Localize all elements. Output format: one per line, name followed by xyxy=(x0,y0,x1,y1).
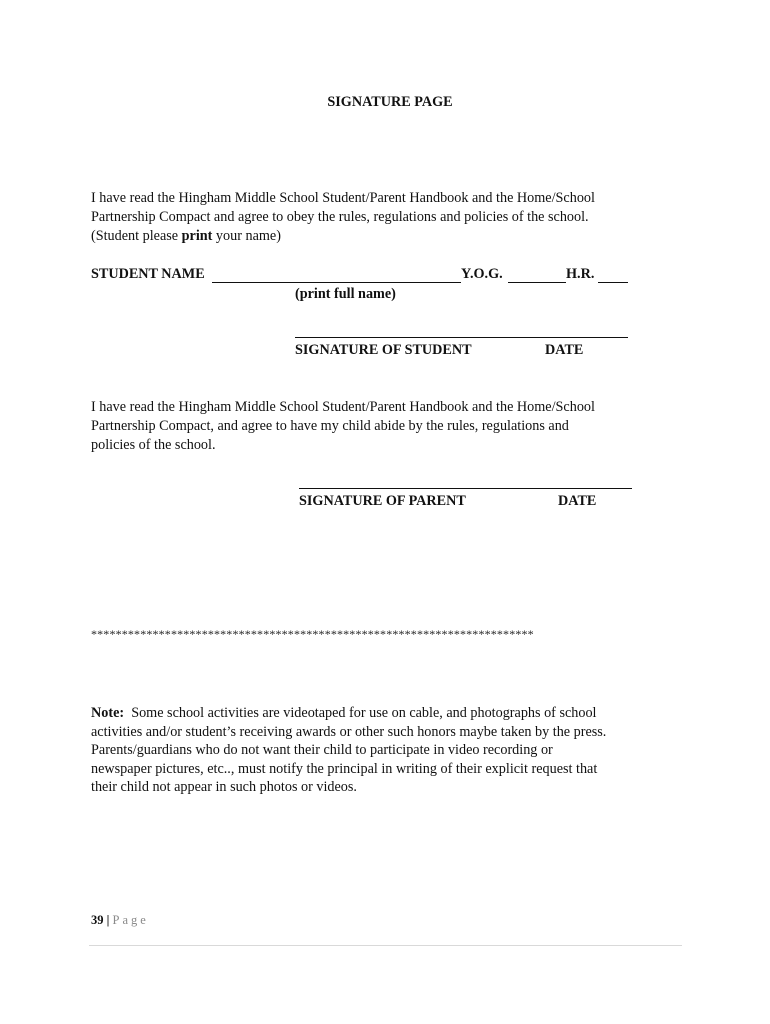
parent-signature-label: SIGNATURE OF PARENT xyxy=(299,493,466,509)
note-label: Note: xyxy=(91,705,125,721)
parent-date-label: DATE xyxy=(558,493,597,509)
print-instruction-bold: print xyxy=(181,228,213,244)
footer-rule xyxy=(89,945,682,946)
student-name-label: STUDENT NAME xyxy=(91,266,205,282)
print-instruction-pre: (Student please xyxy=(91,228,182,244)
parent-paragraph-line-2: Partnership Compact, and agree to have my child abide by the rules, regulations and xyxy=(91,418,569,434)
student-date-label: DATE xyxy=(545,342,584,358)
parent-paragraph-line-1: I have read the Hingham Middle School Student/Parent Handbook and the Home/School xyxy=(91,399,595,415)
parent-signature-line[interactable] xyxy=(299,488,632,489)
note-line-3: Parents/guardians who do not want their child to participate in video recording or xyxy=(91,742,553,758)
student-paragraph-line-1: I have read the Hingham Middle School Student/Parent Handbook and the Home/School xyxy=(91,190,595,206)
note-line-5: their child not appear in such photos or videos. xyxy=(91,779,357,795)
print-instruction-post: your name) xyxy=(212,228,281,244)
student-signature-line[interactable] xyxy=(295,337,628,338)
hr-field[interactable] xyxy=(598,282,628,283)
student-signature-label: SIGNATURE OF STUDENT xyxy=(295,342,472,358)
footer-separator: | xyxy=(103,913,113,927)
student-paragraph-line-2: Partnership Compact and agree to obey the rules, regulations and policies of the school. xyxy=(91,209,589,225)
yog-field[interactable] xyxy=(508,282,566,283)
hr-label: H.R. xyxy=(566,266,595,282)
note-line-1-text: Some school activities are videotaped for use on cable, and photographs of school xyxy=(124,705,597,721)
note-line-4: newspaper pictures, etc.., must notify the principal in writing of their explicit request that xyxy=(91,761,598,777)
print-full-name-hint: (print full name) xyxy=(295,286,396,302)
page-footer xyxy=(91,913,149,928)
parent-paragraph-line-3: policies of the school. xyxy=(91,437,216,453)
asterisk-separator: ************************************************************************ xyxy=(91,627,534,641)
student-paragraph-line-3 xyxy=(91,228,281,245)
page-word: Page xyxy=(112,913,149,927)
student-name-field[interactable] xyxy=(212,282,461,283)
page-title: SIGNATURE PAGE xyxy=(327,94,453,110)
note-line-1 xyxy=(91,705,597,722)
note-line-2: activities and/or student’s receiving awards or other such honors maybe taken by the press. xyxy=(91,724,607,740)
yog-label: Y.O.G. xyxy=(461,266,503,282)
page-number: 39 xyxy=(91,913,104,927)
